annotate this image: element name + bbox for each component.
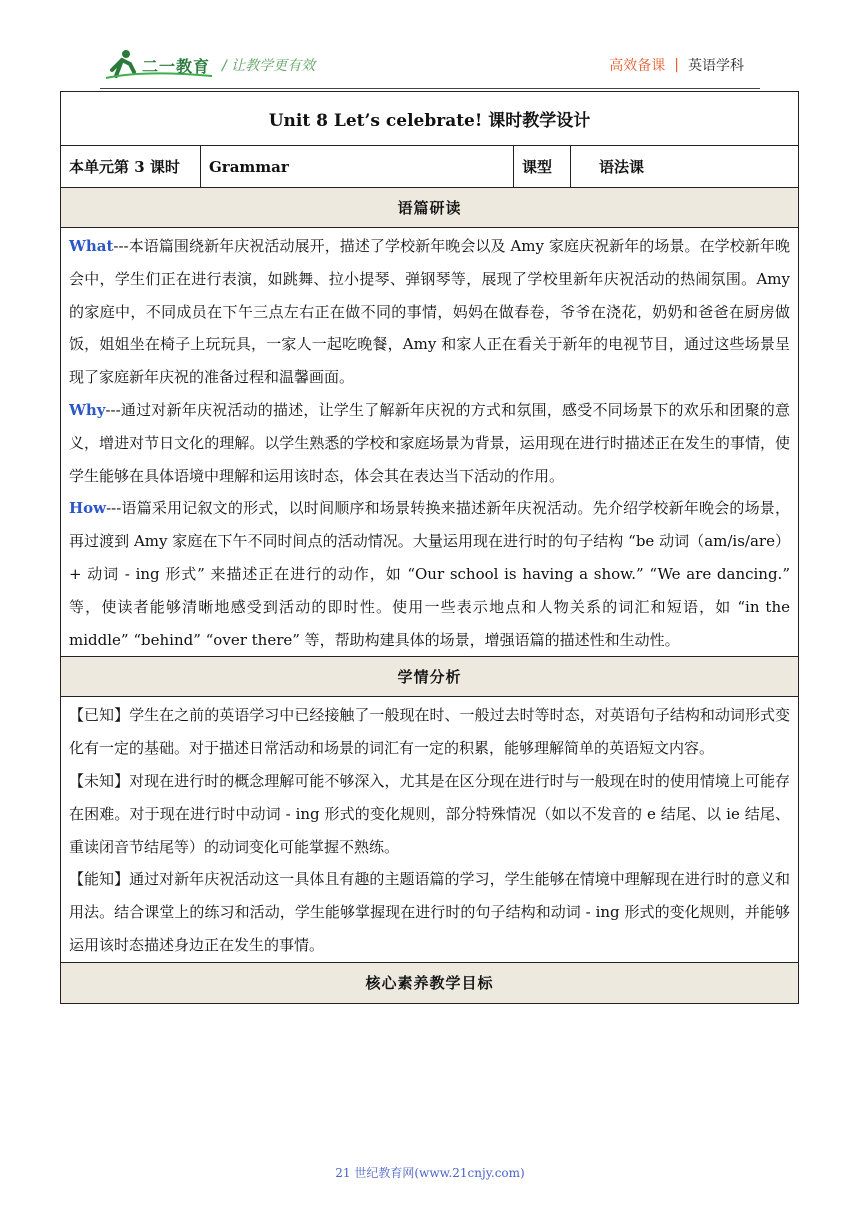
section-heading-learner-analysis: 学情分析 [61, 657, 798, 697]
lesson-topic-value: Grammar [201, 146, 514, 187]
lesson-type-value: 语法课 [599, 158, 645, 176]
what-text: ---本语篇围绕新年庆祝活动展开，描述了学校新年晚会以及 Amy 家庭庆祝新年的场景。在学校新年晚会中，学生们正在进行表演，如跳舞、拉小提琴、弹钢琴等，展现了学校里新年庆祝活动的热闹氛围。Amy 的家庭中，不同成员在下午三点左右正在做不同的事情，妈妈在做春卷，爷爷在浇花，奶奶和爸爸在厨房做饭，姐姐坐在椅子上玩玩具，一家人一起吃晚餐，Amy 和家人正在看关于新年的电视节目，通过这些场景呈现了家庭新年庆祝的准备过程和温馨画面。 [69, 237, 790, 387]
page-header [0, 0, 860, 92]
what-paragraph [69, 230, 790, 394]
why-text: ---通过对新年庆祝活动的描述，让学生了解新年庆祝的方式和氛围，感受不同场景下的欢乐和团聚的意义，增进对节日文化的理解。以学生熟悉的学校和家庭场景为背景，运用现在进行时描述正在发生的事情，使学生能够在具体语境中理解和运用该时态，体会其在表达当下活动的作用。 [69, 400, 790, 485]
able-paragraph: 【能知】通过对新年庆祝活动这一具体且有趣的主题语篇的学习，学生能够在情境中理解现在进行时的意义和用法。结合课堂上的练习和活动，学生能够掌握现在进行时的句子结构和动词 - ing 形式的变化规则，并能够运用该时态描述身边正在发生的事情。 [69, 870, 790, 954]
text-study-body [61, 228, 798, 657]
unknown-paragraph: 【未知】对现在进行时的概念理解可能不够深入，尤其是在区分现在进行时与一般现在时的使用情境上可能存在困难。对于现在进行时中动词 - ing 形式的变化规则，部分特殊情况（如以不发音的 e 结尾、以 ie 结尾、重读闭音节结尾等）的动词变化可能掌握不熟练。 [69, 771, 790, 856]
header-right [609, 55, 744, 75]
section-heading-text-study: 语篇研读 [61, 188, 798, 228]
what-keyword: What [69, 237, 114, 255]
header-label-subject: 英语学科 [688, 58, 744, 74]
header-divider [100, 88, 760, 89]
slogan: / 让教学更有效 [222, 58, 316, 74]
section-heading-core-objectives: 核心素养教学目标 [61, 963, 798, 1003]
lesson-number-label: 本单元第 3 课时 [61, 146, 201, 187]
lesson-type-label: 课型 [514, 146, 571, 187]
how-keyword: How [69, 499, 107, 518]
why-keyword: Why [69, 400, 106, 419]
logo-text: 二一教育 [142, 57, 211, 76]
document-title: Unit 8 Let’s celebrate! 课时教学设计 [61, 92, 798, 146]
learner-analysis-body [61, 697, 798, 962]
header-separator: | [674, 57, 679, 73]
lesson-info-row [61, 146, 798, 188]
how-text: ---语篇采用记叙文的形式，以时间顺序和场景转换来描述新年庆祝活动。先介绍学校新年晚会的场景，再过渡到 Amy 家庭在下午不同时间点的活动情况。大量运用现在进行时的句子结构 “be 动词（am/is/are）+ 动词 - ing 形式” 来描述正在进行的动作，如 “Our school is having a show.” “We are dancing.” 等，使读者能够清晰地感受到活动的即时性。使用一些表示地点和人物关系的词汇和短语，如 “in the middle” “behind” “over there” 等，帮助构建具体的场景，增强语篇的描述性和生动性。 [69, 499, 790, 649]
why-paragraph [69, 394, 790, 492]
how-paragraph [69, 492, 790, 656]
page-footer: 21 世纪教育网(www.21cnjy.com) [335, 1166, 525, 1180]
lesson-plan-table [60, 91, 799, 1004]
header-label-efficient-prep: 高效备课 [609, 58, 666, 74]
known-paragraph: 【已知】学生在之前的英语学习中已经接触了一般现在时、一般过去时等时态，对英语句子结构和动词形式变化有一定的基础。对于描述日常活动和场景的词汇有一定的积累，能够理解简单的英语短文内容。 [69, 706, 790, 758]
